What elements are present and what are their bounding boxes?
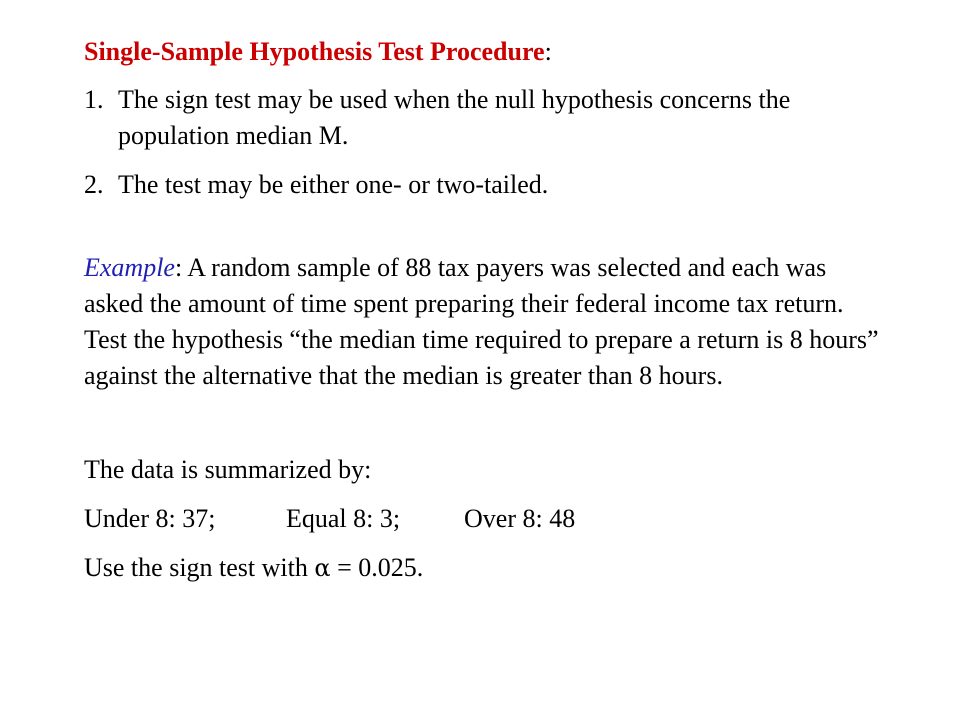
- step-item: [84, 167, 884, 203]
- step-number: 2.: [84, 170, 104, 199]
- example-body: A random sample of 88 tax payers was selected and each was asked the amount of time spent preparing their federal income tax return. Test the hypothesis “the median time required to prepare a return is 8 hours” against the alternative that the median is greater than 8 hours.: [84, 253, 879, 390]
- heading-colon: :: [544, 37, 552, 66]
- example-colon: :: [174, 253, 183, 282]
- slide-heading: [84, 34, 552, 70]
- procedure-steps: [84, 82, 884, 216]
- step-text: The test may be either one- or two-tailed.: [118, 170, 549, 199]
- count-equal: Equal 8: 3;: [286, 504, 401, 533]
- heading-title: Single-Sample Hypothesis Test Procedure: [84, 37, 545, 66]
- step-number: 1.: [84, 85, 104, 114]
- data-counts: [84, 501, 575, 537]
- instruction-after: = 0.025.: [330, 553, 424, 582]
- example-label: Example: [84, 253, 175, 282]
- summary-lead: The data is summarized by:: [84, 455, 372, 484]
- example-paragraph: [84, 250, 884, 394]
- count-over: Over 8: 48: [464, 504, 576, 533]
- instruction-line: [84, 550, 423, 586]
- instruction-before: Use the sign test with: [84, 553, 315, 582]
- count-under: Under 8: 37;: [84, 504, 216, 533]
- step-item: [84, 82, 884, 154]
- alpha-symbol: α: [314, 554, 331, 582]
- step-text: The sign test may be used when the null hypothesis concerns the population median M.: [118, 85, 791, 150]
